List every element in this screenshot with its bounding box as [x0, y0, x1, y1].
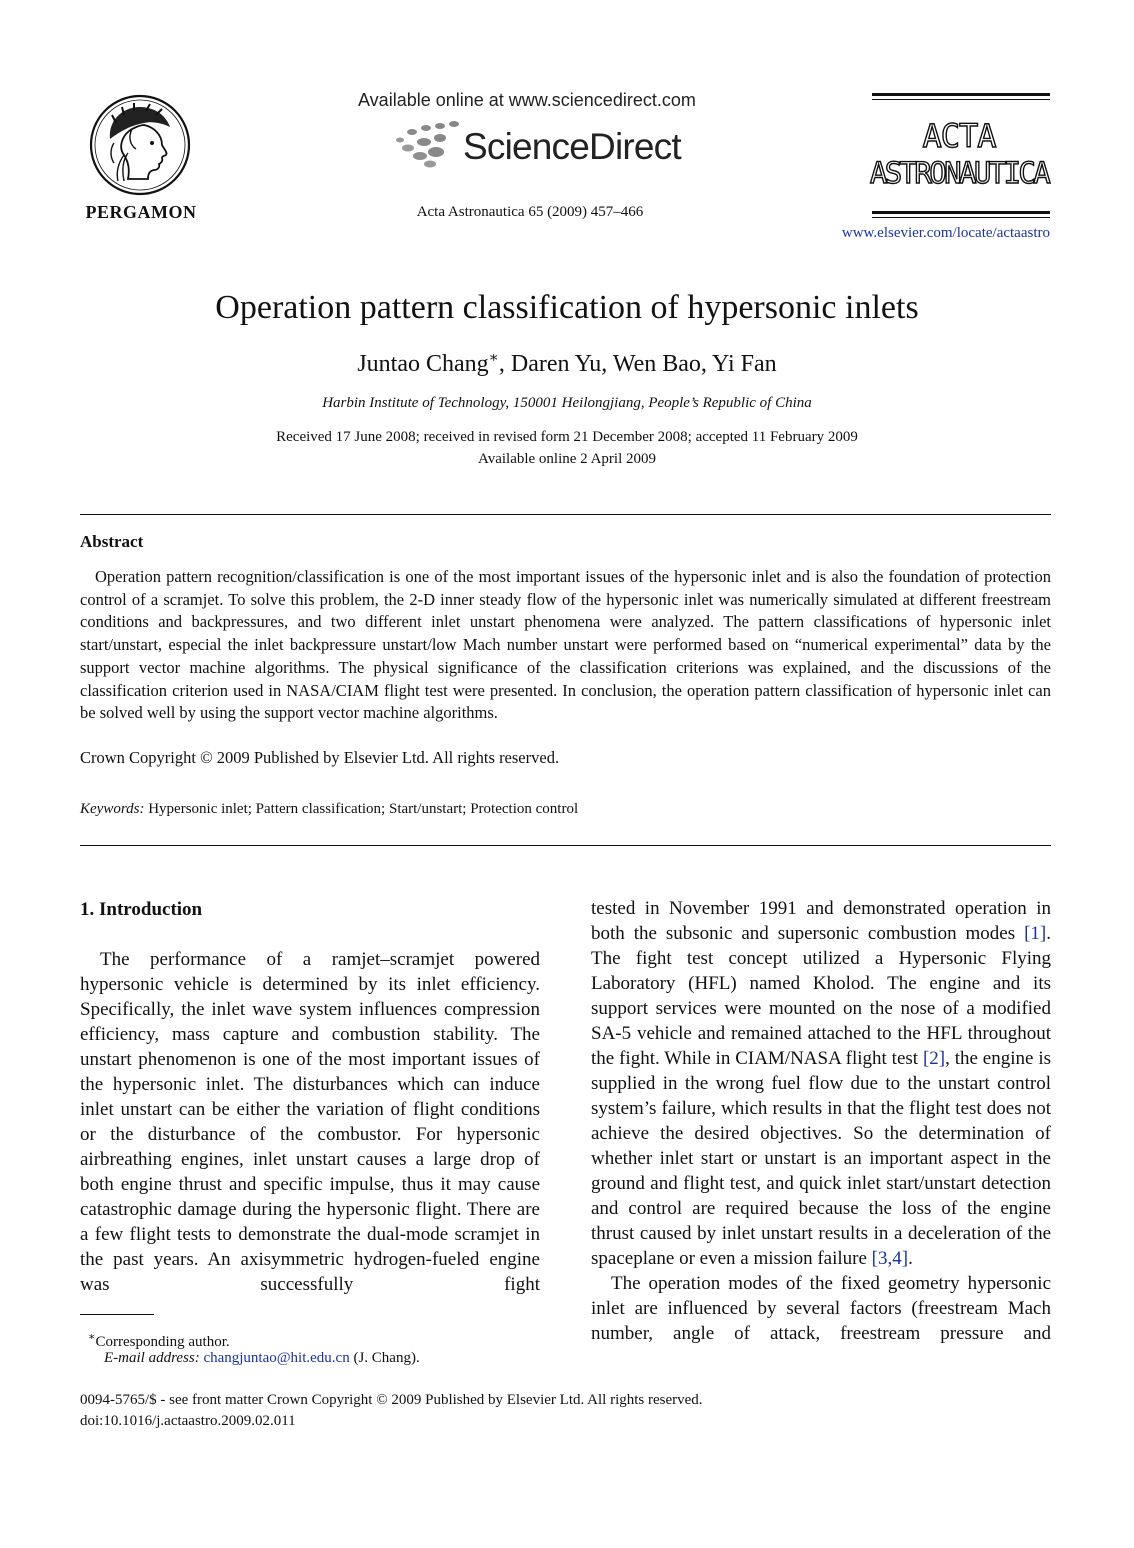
available-online-text: Available online at www.sciencedirect.com [358, 90, 696, 110]
divider-rule [80, 514, 1051, 515]
citation-link-3-4[interactable]: [3,4] [871, 1248, 909, 1269]
citation-link-2[interactable]: [2] [922, 1048, 946, 1069]
paper-title: Operation pattern classification of hypersonic inlets [215, 289, 919, 326]
footnote-email [104, 1350, 420, 1367]
keywords [80, 801, 578, 818]
journal-logo-rule [872, 211, 1050, 214]
affiliation: Harbin Institute of Technology, 150001 Heilongjiang, People’s Republic of China [322, 395, 812, 411]
email-link[interactable]: changjuntao@hit.edu.cn [203, 1350, 350, 1366]
available-date: Available online 2 April 2009 [477, 451, 657, 467]
abstract-body [80, 566, 1051, 725]
intro-paragraph-1-continued [591, 896, 1051, 1271]
keywords-label: Keywords: [80, 801, 145, 817]
abstract-copyright: Crown Copyright © 2009 Published by Elsevier Ltd. All rights reserved. [80, 748, 560, 767]
sciencedirect-wordmark: ScienceDirect [463, 126, 681, 167]
email-label: E-mail address: [104, 1350, 200, 1366]
sciencedirect-dots-icon [390, 118, 460, 168]
journal-logo-acta: ACTA [922, 117, 996, 155]
paragraph-text: , the engine is supplied in the wrong fuel flow due to the unstart control system’s failure, which results in that the flight test does not achieve the desired objectives. So the determination of whether inlet start or unstart is an important aspect in the ground and flight test, and quick inlet start/unstart detection and control are required because the loss of the engine thrust caused by inlet unstart results in a deceleration of the spaceplane or even a mission failure [591, 1048, 1051, 1269]
paragraph-text: . The fight test concept utilized a Hypersonic Flying Laboratory (HFL) named Kholod. The engine and its support services were mounted on the nose of a modified SA-5 vehicle and remained attached to the HFL throughout the fight. While in CIAM/NASA flight test [591, 923, 1051, 1069]
intro-paragraph-1: The performance of a ramjet–scramjet powered hypersonic vehicle is determined by its inlet efficiency. Specifically, the inlet wave system influences compression efficiency, mass capture and combustion stability. The unstart phenomenon is one of the most important issues of the hypersonic inlet. The disturbances which can induce inlet unstart can be either the variation of flight conditions or the disturbance of the combustor. For hypersonic airbreathing engines, inlet unstart causes a large drop of both engine thrust and specific impulse, thus it may cause catastrophic damage during the hypersonic flight. There are a few flight tests to demonstrate the dual-mode scramjet in the past years. An axisymmetric hydrogen-fueled engine was successfully fight [80, 949, 540, 1295]
right-column [591, 896, 1051, 1346]
section-heading-introduction: 1. Introduction [80, 899, 203, 920]
footnote-corresponding-text: Corresponding author. [95, 1334, 230, 1350]
corresponding-mark: ∗ [488, 350, 499, 366]
paragraph-text: tested in November 1991 and demonstrated operation in both the subsonic and supersonic combustion modes [591, 898, 1051, 944]
intro-paragraph-2: The operation modes of the fixed geometry hypersonic inlet are influenced by several factors (freestream Mach number, angle of attack, freestream pressure and [591, 1273, 1051, 1344]
journal-logo-rule [872, 93, 1050, 96]
left-column [80, 947, 540, 1297]
paragraph-text: . [908, 1248, 913, 1269]
footnote-rule [80, 1314, 154, 1315]
abstract-paragraph: Operation pattern recognition/classification is one of the most important issues of the hypersonic inlet and is also the foundation of protection control of a scramjet. To solve this problem, the 2-D inner steady flow of the hypersonic inlet was numerically simulated at different freestream conditions and backpressures, and two different inlet unstart phenomena were analyzed. The pattern classifications of hypersonic inlet start/unstart, especial the inlet backpressure unstart/low Mach number unstart were performed based on “numerical experimental” data by the support vector machine algorithms. The physical significance of the classification criterions was explained, and the discussions of the classification criterion used in NASA/CIAM flight test were presented. In conclusion, the operation pattern classification of hypersonic inlet can be solved well by using the support vector machine algorithms. [80, 567, 1051, 723]
citation-link-1[interactable]: [1] [1024, 923, 1047, 944]
email-suffix: (J. Chang). [349, 1350, 420, 1366]
journal-url-link[interactable]: www.elsevier.com/locate/actaastro [841, 225, 1050, 241]
journal-logo-rule [872, 99, 1050, 100]
publisher-name: PERGAMON [85, 202, 197, 222]
doi: doi:10.1016/j.actaastro.2009.02.011 [80, 1413, 296, 1429]
front-matter: 0094-5765/$ - see front matter Crown Copyright © 2009 Published by Elsevier Ltd. All rights reserved. [80, 1392, 703, 1408]
divider-rule [80, 845, 1051, 846]
pergamon-athena-logo-icon [88, 93, 192, 197]
footnote-corresponding [88, 1330, 230, 1351]
journal-logo-rule [872, 217, 1050, 218]
received-dates: Received 17 June 2008; received in revised form 21 December 2008; accepted 11 February 2009 [276, 429, 858, 445]
author-list [0, 348, 1134, 378]
abstract-heading: Abstract [80, 532, 144, 551]
author-first: Juntao Chang [357, 351, 489, 377]
footnote-mark: ∗ [88, 1331, 96, 1343]
keywords-list: Hypersonic inlet; Pattern classification; Start/unstart; Protection control [144, 801, 579, 817]
journal-logo-astronautica: ASTRONAUTICA [869, 156, 1049, 190]
journal-url-container [760, 225, 1050, 242]
journal-citation: Acta Astronautica 65 (2009) 457–466 [416, 204, 644, 220]
author-rest: , Daren Yu, Wen Bao, Yi Fan [498, 351, 777, 377]
